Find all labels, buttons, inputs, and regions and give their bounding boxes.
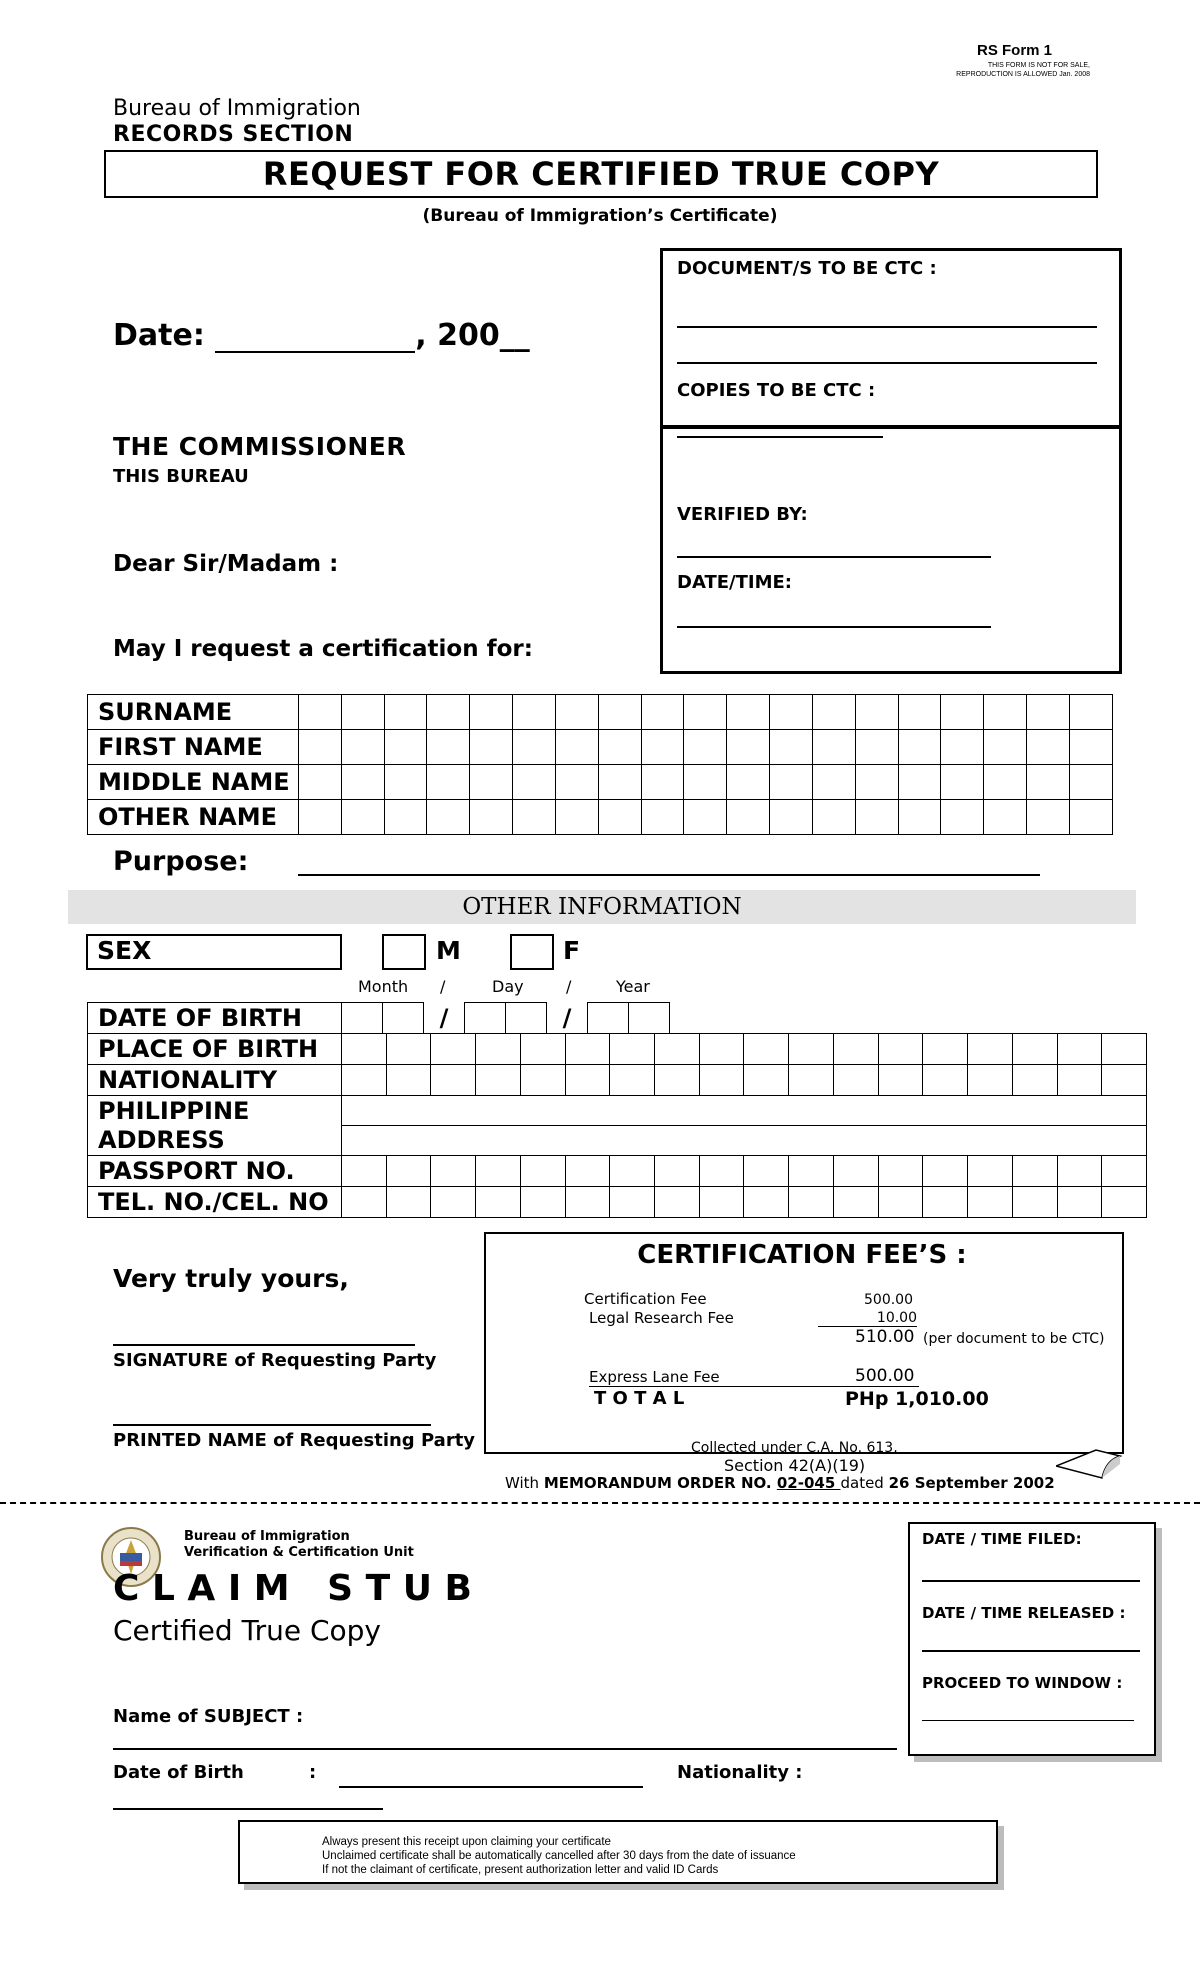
grid-cell[interactable] xyxy=(923,1065,968,1096)
grid-cell[interactable] xyxy=(598,730,641,765)
grid-cell[interactable] xyxy=(342,1065,387,1096)
stub-nationality-label: Nationality : xyxy=(677,1762,803,1783)
grid-cell[interactable] xyxy=(789,1065,834,1096)
copies-line[interactable] xyxy=(677,436,883,438)
grid-cell[interactable] xyxy=(878,1187,923,1218)
grid-cell[interactable] xyxy=(727,800,770,835)
grid-cell[interactable] xyxy=(898,695,941,730)
grid-cell[interactable] xyxy=(812,765,855,800)
stub-dob-line[interactable] xyxy=(339,1786,643,1788)
grid-cell[interactable] xyxy=(812,800,855,835)
grid-cell[interactable] xyxy=(476,1156,521,1187)
grid-cell[interactable] xyxy=(789,1034,834,1065)
grid-cell[interactable] xyxy=(941,695,984,730)
grid-cell[interactable] xyxy=(513,695,556,730)
addressee: THE COMMISSIONER xyxy=(113,432,407,461)
stub-dob-colon: : xyxy=(309,1762,317,1783)
grid-cell[interactable] xyxy=(855,695,898,730)
addressee-sub: THIS BUREAU xyxy=(113,466,249,487)
address-input-1[interactable] xyxy=(342,1096,1147,1126)
pob-row xyxy=(88,1034,1147,1065)
male-label: M xyxy=(436,936,461,965)
other-info-grid xyxy=(87,1033,1147,1218)
window-label: PROCEED TO WINDOW : xyxy=(922,1674,1123,1692)
notice-line-3: If not the claimant of certificate, present authorization letter and valid ID Cards xyxy=(322,1864,719,1876)
name-row-surname xyxy=(88,695,1113,730)
grid-cell[interactable] xyxy=(1102,1156,1147,1187)
grid-cell[interactable] xyxy=(833,1156,878,1187)
dob-year-2[interactable] xyxy=(629,1003,670,1034)
grid-cell[interactable] xyxy=(520,1156,565,1187)
dob-grid xyxy=(87,1002,670,1034)
express-fee-label: Express Lane Fee xyxy=(589,1368,720,1386)
signature-label: SIGNATURE of Requesting Party xyxy=(113,1350,437,1371)
grid-label: OTHER NAME xyxy=(88,800,299,835)
section-name: RECORDS SECTION xyxy=(113,122,354,147)
grid-cell[interactable] xyxy=(513,800,556,835)
grid-cell[interactable] xyxy=(565,1065,610,1096)
grid-cell[interactable] xyxy=(699,1034,744,1065)
grid-cell[interactable] xyxy=(384,765,427,800)
printed-name-label: PRINTED NAME of Requesting Party xyxy=(113,1430,476,1451)
printed-name-line[interactable] xyxy=(113,1424,431,1426)
grid-label: FIRST NAME xyxy=(88,730,299,765)
grid-cell[interactable] xyxy=(984,800,1027,835)
grid-cell[interactable] xyxy=(923,1156,968,1187)
grid-cell[interactable] xyxy=(727,730,770,765)
grid-cell[interactable] xyxy=(431,1034,476,1065)
grid-cell[interactable] xyxy=(684,695,727,730)
grid-cell[interactable] xyxy=(1012,1034,1057,1065)
address-row-1 xyxy=(88,1096,1147,1126)
notice-line-1: Always present this receipt upon claiming your certificate xyxy=(322,1836,611,1848)
grid-cell[interactable] xyxy=(427,800,470,835)
grid-cell[interactable] xyxy=(655,1065,700,1096)
documents-line-1[interactable] xyxy=(677,326,1097,328)
grid-cell[interactable] xyxy=(727,695,770,730)
window-line[interactable] xyxy=(922,1720,1134,1721)
grid-cell[interactable] xyxy=(384,695,427,730)
grid-cell[interactable] xyxy=(299,765,342,800)
purpose-label: Purpose: xyxy=(113,846,249,877)
grid-cell[interactable] xyxy=(386,1156,431,1187)
total-amount: PHp 1,010.00 xyxy=(845,1388,989,1410)
grid-label: MIDDLE NAME xyxy=(88,765,299,800)
verified-label: VERIFIED BY: xyxy=(677,504,808,525)
grid-cell[interactable] xyxy=(431,1156,476,1187)
copies-label: COPIES TO BE CTC : xyxy=(677,380,876,401)
memo-number: 02-045 xyxy=(776,1474,841,1492)
other-info-header: OTHER INFORMATION xyxy=(68,890,1136,924)
nationality-label: NATIONALITY xyxy=(88,1065,342,1096)
form-notice-1: THIS FORM IS NOT FOR SALE, xyxy=(987,62,1090,69)
grid-cell[interactable] xyxy=(299,800,342,835)
memo-pre: With xyxy=(505,1474,544,1492)
grid-cell[interactable] xyxy=(1069,695,1112,730)
released-line[interactable] xyxy=(922,1650,1140,1652)
grid-cell[interactable] xyxy=(1069,730,1112,765)
grid-cell[interactable] xyxy=(968,1156,1013,1187)
grid-cell[interactable] xyxy=(427,765,470,800)
stub-title: C L A I M S T U B xyxy=(113,1568,472,1609)
tel-row xyxy=(88,1187,1147,1218)
grid-cell[interactable] xyxy=(641,730,684,765)
grid-cell[interactable] xyxy=(598,800,641,835)
name-row-other xyxy=(88,800,1113,835)
filed-label: DATE / TIME FILED: xyxy=(922,1530,1082,1548)
express-fee: 500.00 xyxy=(855,1366,915,1386)
grid-cell[interactable] xyxy=(1102,1034,1147,1065)
name-row-first xyxy=(88,730,1113,765)
filed-line[interactable] xyxy=(922,1580,1140,1582)
grid-cell[interactable] xyxy=(565,1034,610,1065)
grid-cell[interactable] xyxy=(1057,1156,1102,1187)
address-label-2: ADDRESS xyxy=(88,1126,342,1156)
grid-cell[interactable] xyxy=(427,730,470,765)
cert-fee: 500.00 xyxy=(864,1292,913,1308)
grid-cell[interactable] xyxy=(789,1156,834,1187)
grid-cell[interactable] xyxy=(941,730,984,765)
grid-cell[interactable] xyxy=(555,730,598,765)
male-checkbox[interactable] xyxy=(382,934,426,970)
grid-cell[interactable] xyxy=(342,1156,387,1187)
claim-notice-box xyxy=(238,1820,998,1884)
documents-label: DOCUMENT/S TO BE CTC : xyxy=(677,258,937,279)
grid-cell[interactable] xyxy=(699,1187,744,1218)
grid-cell[interactable] xyxy=(598,765,641,800)
grid-cell[interactable] xyxy=(641,800,684,835)
grid-cell[interactable] xyxy=(744,1065,789,1096)
grid-cell[interactable] xyxy=(341,695,384,730)
stub-unit: Verification & Certification Unit xyxy=(184,1545,414,1560)
tel-label: TEL. NO./CEL. NO xyxy=(88,1187,342,1218)
dob-slash-2: / xyxy=(547,1003,588,1034)
grid-cell[interactable] xyxy=(833,1034,878,1065)
legal-fee-label: Legal Research Fee xyxy=(589,1309,734,1327)
grid-cell[interactable] xyxy=(923,1034,968,1065)
grid-cell[interactable] xyxy=(641,695,684,730)
grid-cell[interactable] xyxy=(342,1034,387,1065)
grid-cell[interactable] xyxy=(1027,765,1070,800)
grid-cell[interactable] xyxy=(470,695,513,730)
pob-label: PLACE OF BIRTH xyxy=(88,1034,342,1065)
purpose-line[interactable] xyxy=(298,874,1040,876)
form-notice-2: REPRODUCTION IS ALLOWED Jan. 2008 xyxy=(956,71,1090,78)
address-input-2[interactable] xyxy=(342,1126,1147,1156)
grid-cell[interactable] xyxy=(744,1187,789,1218)
grid-cell[interactable] xyxy=(342,1187,387,1218)
grid-cell[interactable] xyxy=(513,765,556,800)
grid-cell[interactable] xyxy=(855,765,898,800)
dob-label: DATE OF BIRTH xyxy=(88,1003,342,1034)
dob-slash-1: / xyxy=(424,1003,465,1034)
grid-cell[interactable] xyxy=(1027,695,1070,730)
date-field[interactable] xyxy=(113,318,530,353)
grid-cell[interactable] xyxy=(727,765,770,800)
stub-agency: Bureau of Immigration xyxy=(184,1529,350,1544)
grid-cell[interactable] xyxy=(898,765,941,800)
stub-dob-label: Date of Birth xyxy=(113,1762,244,1783)
dob-day-2[interactable] xyxy=(506,1003,547,1034)
passport-label: PASSPORT NO. xyxy=(88,1156,342,1187)
day-label: Day xyxy=(492,977,524,996)
grid-cell[interactable] xyxy=(598,695,641,730)
grid-cell[interactable] xyxy=(1012,1187,1057,1218)
grid-cell[interactable] xyxy=(476,1187,521,1218)
memo-dated: dated xyxy=(840,1474,889,1492)
grid-cell[interactable] xyxy=(941,800,984,835)
fees-title: CERTIFICATION FEE’S : xyxy=(637,1240,967,1270)
passport-row xyxy=(88,1156,1147,1187)
grid-cell[interactable] xyxy=(384,730,427,765)
grid-cell[interactable] xyxy=(744,1034,789,1065)
released-label: DATE / TIME RELEASED : xyxy=(922,1604,1126,1622)
grid-cell[interactable] xyxy=(878,1156,923,1187)
date-year: , 200__ xyxy=(415,318,530,353)
grid-cell[interactable] xyxy=(476,1034,521,1065)
grid-cell[interactable] xyxy=(470,765,513,800)
grid-cell[interactable] xyxy=(610,1187,655,1218)
grid-cell[interactable] xyxy=(789,1187,834,1218)
documents-line-2[interactable] xyxy=(677,362,1097,364)
grid-cell[interactable] xyxy=(341,800,384,835)
female-checkbox[interactable] xyxy=(510,934,554,970)
grid-cell[interactable] xyxy=(610,1034,655,1065)
grid-cell[interactable] xyxy=(684,730,727,765)
grid-cell[interactable] xyxy=(386,1065,431,1096)
slash-1: / xyxy=(440,977,446,996)
sex-label: SEX xyxy=(97,936,152,965)
grid-cell[interactable] xyxy=(520,1065,565,1096)
grid-cell[interactable] xyxy=(684,800,727,835)
grid-cell[interactable] xyxy=(968,1187,1013,1218)
grid-cell[interactable] xyxy=(555,695,598,730)
grid-cell[interactable] xyxy=(299,695,342,730)
date-label: Date: xyxy=(113,318,205,353)
request-text: May I request a certification for: xyxy=(113,636,533,662)
grid-cell[interactable] xyxy=(1057,1187,1102,1218)
verify-box xyxy=(660,426,1122,674)
grid-cell[interactable] xyxy=(655,1156,700,1187)
memo-date: 26 September 2002 xyxy=(888,1474,1055,1492)
grid-cell[interactable] xyxy=(699,1156,744,1187)
datetime-label: DATE/TIME: xyxy=(677,572,793,593)
grid-cell[interactable] xyxy=(565,1187,610,1218)
grid-cell[interactable] xyxy=(898,730,941,765)
female-label: F xyxy=(563,936,581,965)
grid-cell[interactable] xyxy=(984,695,1027,730)
notice-line-2: Unclaimed certificate shall be automatically cancelled after 30 days from the date of issuance xyxy=(322,1850,796,1862)
grid-cell[interactable] xyxy=(744,1156,789,1187)
grid-cell[interactable] xyxy=(770,695,813,730)
memo-note xyxy=(505,1474,1055,1492)
grid-cell[interactable] xyxy=(1027,800,1070,835)
name-grid xyxy=(87,694,1113,835)
dob-month-1[interactable] xyxy=(342,1003,383,1034)
grid-cell[interactable] xyxy=(1057,1065,1102,1096)
grid-cell[interactable] xyxy=(655,1187,700,1218)
grid-cell[interactable] xyxy=(555,765,598,800)
page-title: REQUEST FOR CERTIFIED TRUE COPY xyxy=(104,150,1098,198)
subtotal-note: (per document to be CTC) xyxy=(923,1331,1105,1347)
cert-fee-label: Certification Fee xyxy=(584,1290,707,1308)
grid-cell[interactable] xyxy=(520,1187,565,1218)
grid-cell[interactable] xyxy=(968,1034,1013,1065)
form-number: RS Form 1 xyxy=(976,42,1052,59)
grid-cell[interactable] xyxy=(386,1034,431,1065)
grid-cell[interactable] xyxy=(770,765,813,800)
subject-label: Name of SUBJECT : xyxy=(113,1706,304,1727)
total-label: T O T A L xyxy=(594,1388,685,1409)
dob-year-1[interactable] xyxy=(588,1003,629,1034)
agency-name: Bureau of Immigration xyxy=(113,96,361,121)
grid-cell[interactable] xyxy=(699,1065,744,1096)
page-curl-icon xyxy=(1056,1446,1122,1480)
salutation: Dear Sir/Madam : xyxy=(113,551,339,577)
grid-cell[interactable] xyxy=(610,1156,655,1187)
cut-line xyxy=(0,1502,1200,1504)
name-row-middle xyxy=(88,765,1113,800)
stub-subtitle: Certified True Copy xyxy=(113,1614,381,1647)
dob-month-2[interactable] xyxy=(383,1003,424,1034)
signature-line[interactable] xyxy=(113,1344,415,1346)
page-subtitle: (Bureau of Immigration’s Certificate) xyxy=(422,206,778,226)
grid-cell[interactable] xyxy=(386,1187,431,1218)
grid-cell[interactable] xyxy=(610,1065,655,1096)
grid-cell[interactable] xyxy=(555,800,598,835)
slash-2: / xyxy=(566,977,572,996)
grid-cell[interactable] xyxy=(812,730,855,765)
grid-cell[interactable] xyxy=(878,1065,923,1096)
grid-cell[interactable] xyxy=(476,1065,521,1096)
grid-cell[interactable] xyxy=(1027,730,1070,765)
subtotal: 510.00 xyxy=(855,1327,915,1347)
grid-cell[interactable] xyxy=(384,800,427,835)
grid-cell[interactable] xyxy=(770,730,813,765)
grid-cell[interactable] xyxy=(684,765,727,800)
grid-cell[interactable] xyxy=(770,800,813,835)
grid-cell[interactable] xyxy=(984,730,1027,765)
date-line[interactable] xyxy=(215,321,415,353)
grid-cell[interactable] xyxy=(833,1065,878,1096)
grid-cell[interactable] xyxy=(1102,1187,1147,1218)
grid-cell[interactable] xyxy=(941,765,984,800)
grid-cell[interactable] xyxy=(878,1034,923,1065)
grid-cell[interactable] xyxy=(520,1034,565,1065)
datetime-line[interactable] xyxy=(677,626,991,628)
grid-cell[interactable] xyxy=(1069,800,1112,835)
stub-nationality-line[interactable] xyxy=(113,1808,383,1810)
grid-cell[interactable] xyxy=(855,800,898,835)
address-label-1: PHILIPPINE xyxy=(88,1096,342,1126)
legal-fee: 10.00 xyxy=(818,1311,917,1327)
grid-cell[interactable] xyxy=(1069,765,1112,800)
grid-cell[interactable] xyxy=(431,1065,476,1096)
grid-cell[interactable] xyxy=(1102,1065,1147,1096)
grid-cell[interactable] xyxy=(855,730,898,765)
valediction: Very truly yours, xyxy=(113,1264,349,1293)
year-label: Year xyxy=(616,977,650,996)
grid-cell[interactable] xyxy=(341,730,384,765)
grid-cell[interactable] xyxy=(833,1187,878,1218)
grid-label: SURNAME xyxy=(88,695,299,730)
grid-cell[interactable] xyxy=(513,730,556,765)
grid-cell[interactable] xyxy=(984,765,1027,800)
nationality-row xyxy=(88,1065,1147,1096)
grid-cell[interactable] xyxy=(470,800,513,835)
dob-day-1[interactable] xyxy=(465,1003,506,1034)
grid-cell[interactable] xyxy=(427,695,470,730)
grid-cell[interactable] xyxy=(898,800,941,835)
grid-cell[interactable] xyxy=(1012,1156,1057,1187)
grid-cell[interactable] xyxy=(470,730,513,765)
grid-cell[interactable] xyxy=(431,1187,476,1218)
grid-cell[interactable] xyxy=(1057,1034,1102,1065)
grid-cell[interactable] xyxy=(812,695,855,730)
grid-cell[interactable] xyxy=(968,1065,1013,1096)
section-note: Section 42(A)(19) xyxy=(724,1456,866,1475)
subject-line[interactable] xyxy=(113,1748,897,1750)
grid-cell[interactable] xyxy=(299,730,342,765)
verified-line[interactable] xyxy=(677,556,991,558)
grid-cell[interactable] xyxy=(565,1156,610,1187)
grid-cell[interactable] xyxy=(341,765,384,800)
address-row-2 xyxy=(88,1126,1147,1156)
grid-cell[interactable] xyxy=(923,1187,968,1218)
grid-cell[interactable] xyxy=(1012,1065,1057,1096)
month-label: Month xyxy=(358,977,409,996)
grid-cell[interactable] xyxy=(641,765,684,800)
grid-cell[interactable] xyxy=(655,1034,700,1065)
collected-note: Collected under C.A. No. 613, xyxy=(691,1440,898,1456)
memo-label: MEMORANDUM ORDER NO. xyxy=(543,1474,777,1492)
